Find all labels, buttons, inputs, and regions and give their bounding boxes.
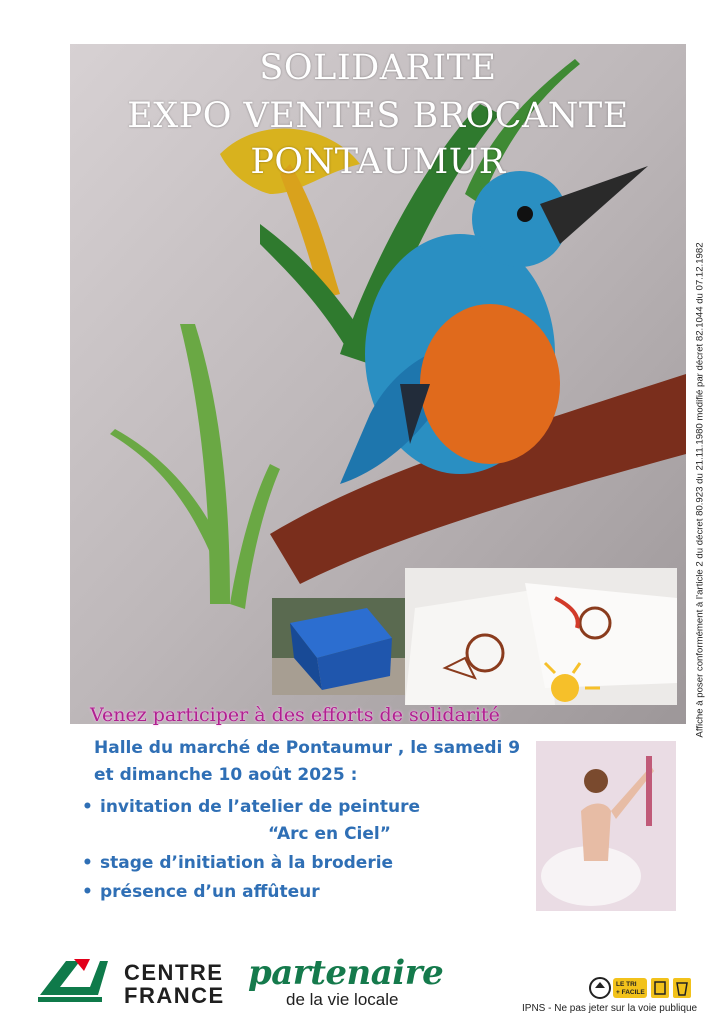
event-location-line-1: Halle du marché de Pontaumur , le samedi 9 — [94, 738, 521, 758]
brand-line-2: FRANCE — [124, 983, 225, 1008]
bullet-icon: • — [82, 882, 93, 902]
event-item-3: présence d’un affûteur — [100, 882, 320, 902]
title-line-3: PONTAUMUR — [250, 142, 506, 182]
blue-box-photo — [272, 598, 406, 695]
event-item-1-subtitle: “Arc en Ciel” — [268, 824, 391, 844]
legal-notice: Affiche à poser conformément à l’article 2 du décret 80.923 du 21.11.1980 modifié par décret 82.1044 du 07.12.1982 — [694, 242, 706, 738]
recycling-text-2: + FACILE — [616, 989, 645, 996]
title-line-2: EXPO VENTES BROCANTE — [127, 96, 629, 136]
event-location-line-2: et dimanche 10 août 2025 : — [94, 765, 358, 785]
recycling-text-1: LE TRI — [616, 981, 637, 988]
brand-line-1: CENTRE — [124, 960, 224, 985]
solidarity-tagline: Venez participer à des efforts de solidarité — [90, 704, 500, 726]
bullet-icon: • — [82, 853, 93, 873]
embroidered-roosters-photo — [405, 568, 677, 705]
recycling-badge — [589, 975, 693, 1005]
ipns-footer-note: IPNS - Ne pas jeter sur la voie publique — [522, 1003, 698, 1014]
event-item-2: stage d’initiation à la broderie — [100, 853, 394, 873]
event-item-1: invitation de l’atelier de peinture — [100, 797, 420, 817]
partner-subtitle: de la vie locale — [286, 990, 399, 1009]
partner-word: partenaire — [248, 953, 444, 993]
credit-agricole-logo — [38, 957, 108, 1007]
title-line-1: SOLIDARITE — [259, 48, 497, 88]
bullet-icon: • — [82, 797, 93, 817]
ballerina-painting-photo — [536, 741, 676, 911]
